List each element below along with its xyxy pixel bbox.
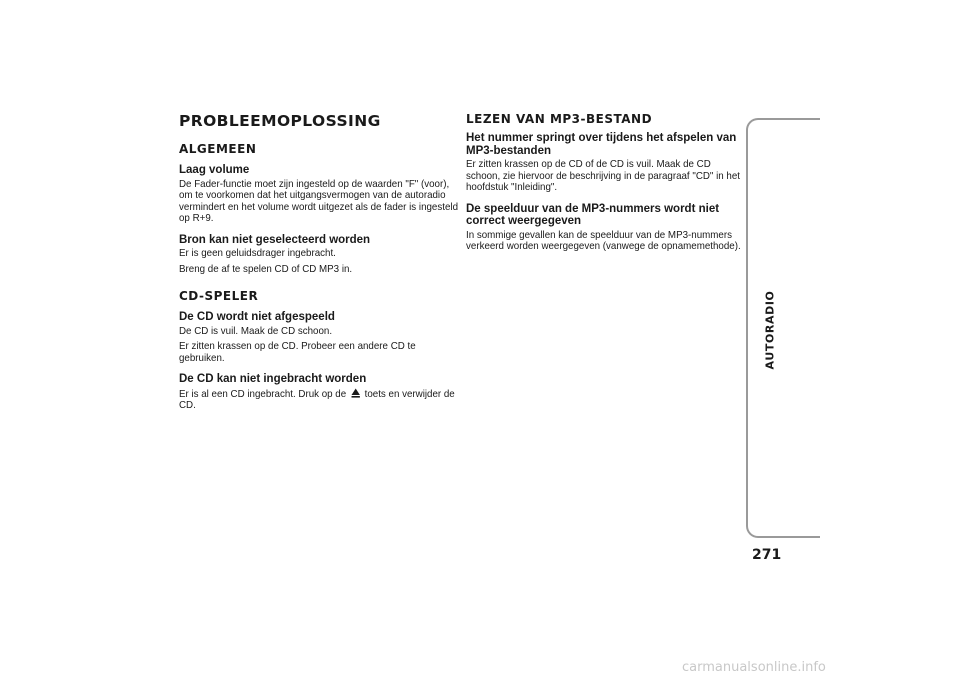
question: De speelduur van de MP3-nummers wordt niet correct weergegeven bbox=[466, 202, 720, 227]
answer bbox=[179, 388, 458, 412]
question: Bron kan niet geselecteerd worden bbox=[179, 233, 371, 246]
faq-item-duration bbox=[466, 203, 744, 253]
answer-text-after: toets en verwijder de CD. bbox=[179, 387, 455, 411]
chapter-tab bbox=[746, 118, 820, 538]
answer-text-before: Er is al een CD ingebracht. Druk op de bbox=[179, 387, 347, 400]
answer: In sommige gevallen kan de speelduur van de MP3-nummers verkeerd worden weergegeven (vanwege de opnamemethode). bbox=[466, 228, 741, 252]
chapter-label: AUTORADIO bbox=[763, 290, 777, 370]
answer: De CD is vuil. Maak de CD schoon. bbox=[179, 324, 333, 337]
faq-item-cd-insert bbox=[179, 373, 457, 412]
eject-icon bbox=[351, 388, 360, 398]
answer: Breng de af te spelen CD of CD MP3 in. bbox=[179, 262, 353, 275]
section-heading-cd-player: CD-SPELER bbox=[179, 289, 259, 303]
left-column bbox=[179, 112, 457, 421]
faq-item-cd-not-playing bbox=[179, 311, 457, 364]
watermark: carmanualsonline.info bbox=[682, 660, 826, 675]
right-column bbox=[466, 112, 744, 262]
page-title: PROBLEEMOPLOSSING bbox=[179, 112, 381, 130]
faq-item-track-skip bbox=[466, 132, 744, 194]
question: Het nummer springt over tijdens het afspelen van MP3-bestanden bbox=[466, 132, 737, 157]
question: De CD wordt niet afgespeeld bbox=[179, 311, 335, 323]
answer: Er zitten krassen op de CD of de CD is vuil. Maak de CD schoon, zie hiervoor de beschrijving in de paragraaf "CD" in het hoofdstuk "Inleiding". bbox=[466, 158, 741, 193]
section-heading-mp3: LEZEN VAN MP3-BESTAND bbox=[466, 112, 653, 126]
answer: Er zitten krassen op de CD. Probeer een andere CD te gebruiken. bbox=[179, 340, 416, 364]
faq-item-source bbox=[179, 234, 457, 276]
question: De CD kan niet ingebracht worden bbox=[179, 373, 367, 385]
faq-item-low-volume bbox=[179, 164, 457, 225]
answer: Er is geen geluidsdrager ingebracht. bbox=[179, 247, 336, 259]
question: Laag volume bbox=[179, 164, 250, 176]
page-number: 271 bbox=[752, 547, 782, 563]
section-heading-general: ALGEMEEN bbox=[179, 142, 257, 156]
answer: De Fader-functie moet zijn ingesteld op de waarden "F" (voor), om te voorkomen dat het uitgangsvermogen van de autoradio vermindert en het volume wordt uitgezet als de fader is ingesteld op R+9. bbox=[179, 177, 458, 224]
